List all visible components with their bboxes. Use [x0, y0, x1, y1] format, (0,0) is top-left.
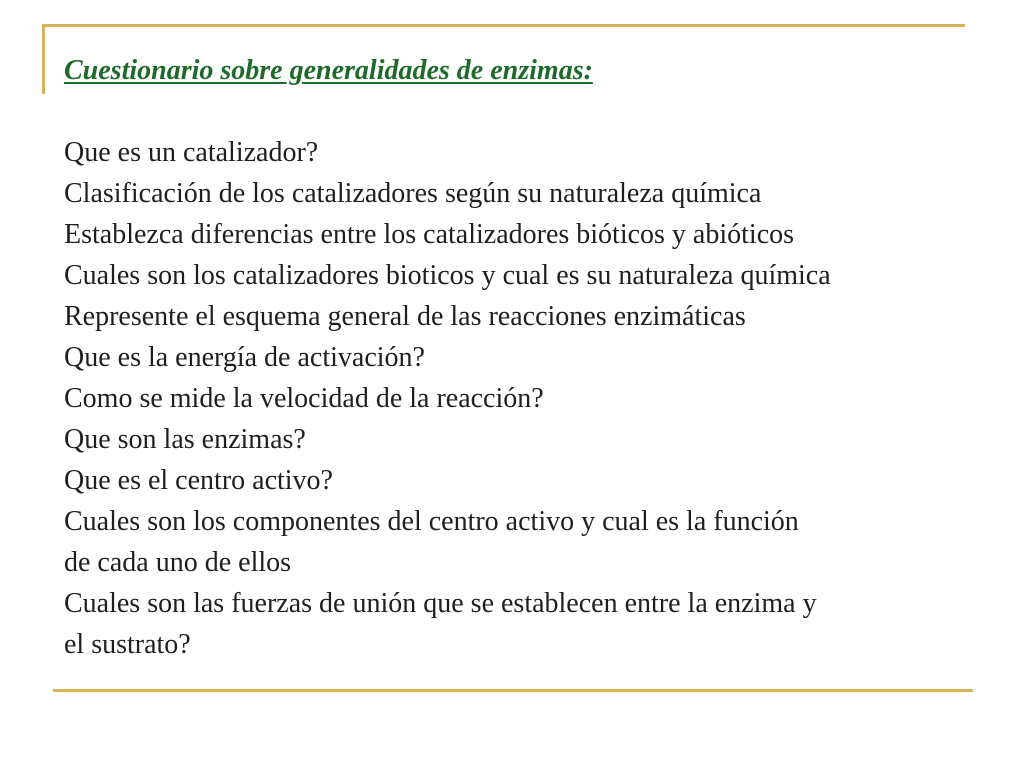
question-line: Establezca diferencias entre los catalizadores bióticos y abióticos — [64, 219, 795, 250]
question-line: Represente el esquema general de las reacciones enzimáticas — [64, 301, 746, 332]
question-line: Que es un catalizador? — [64, 137, 319, 168]
frame-left-rule — [42, 24, 45, 94]
title-spacer — [64, 91, 994, 132]
question-line: Cuales son los componentes del centro activo y cual es la función — [64, 506, 799, 537]
question-line: Como se mide la velocidad de la reacción? — [64, 383, 544, 414]
question-line: de cada uno de ellos — [64, 547, 292, 578]
question-line: Que es el centro activo? — [64, 465, 333, 496]
question-list — [64, 132, 994, 665]
question-line: el sustrato? — [64, 629, 191, 660]
question-line: Que es la energía de activación? — [64, 342, 425, 373]
frame-bottom-rule — [53, 689, 973, 692]
slide-content — [64, 50, 994, 665]
slide-title: Cuestionario sobre generalidades de enzimas: — [64, 55, 593, 86]
question-line: Clasificación de los catalizadores según su naturaleza química — [64, 178, 762, 209]
question-line: Cuales son los catalizadores bioticos y cual es su naturaleza química — [64, 260, 831, 291]
frame-top-rule — [42, 24, 965, 27]
question-line: Que son las enzimas? — [64, 424, 306, 455]
question-line: Cuales son las fuerzas de unión que se establecen entre la enzima y — [64, 588, 817, 619]
